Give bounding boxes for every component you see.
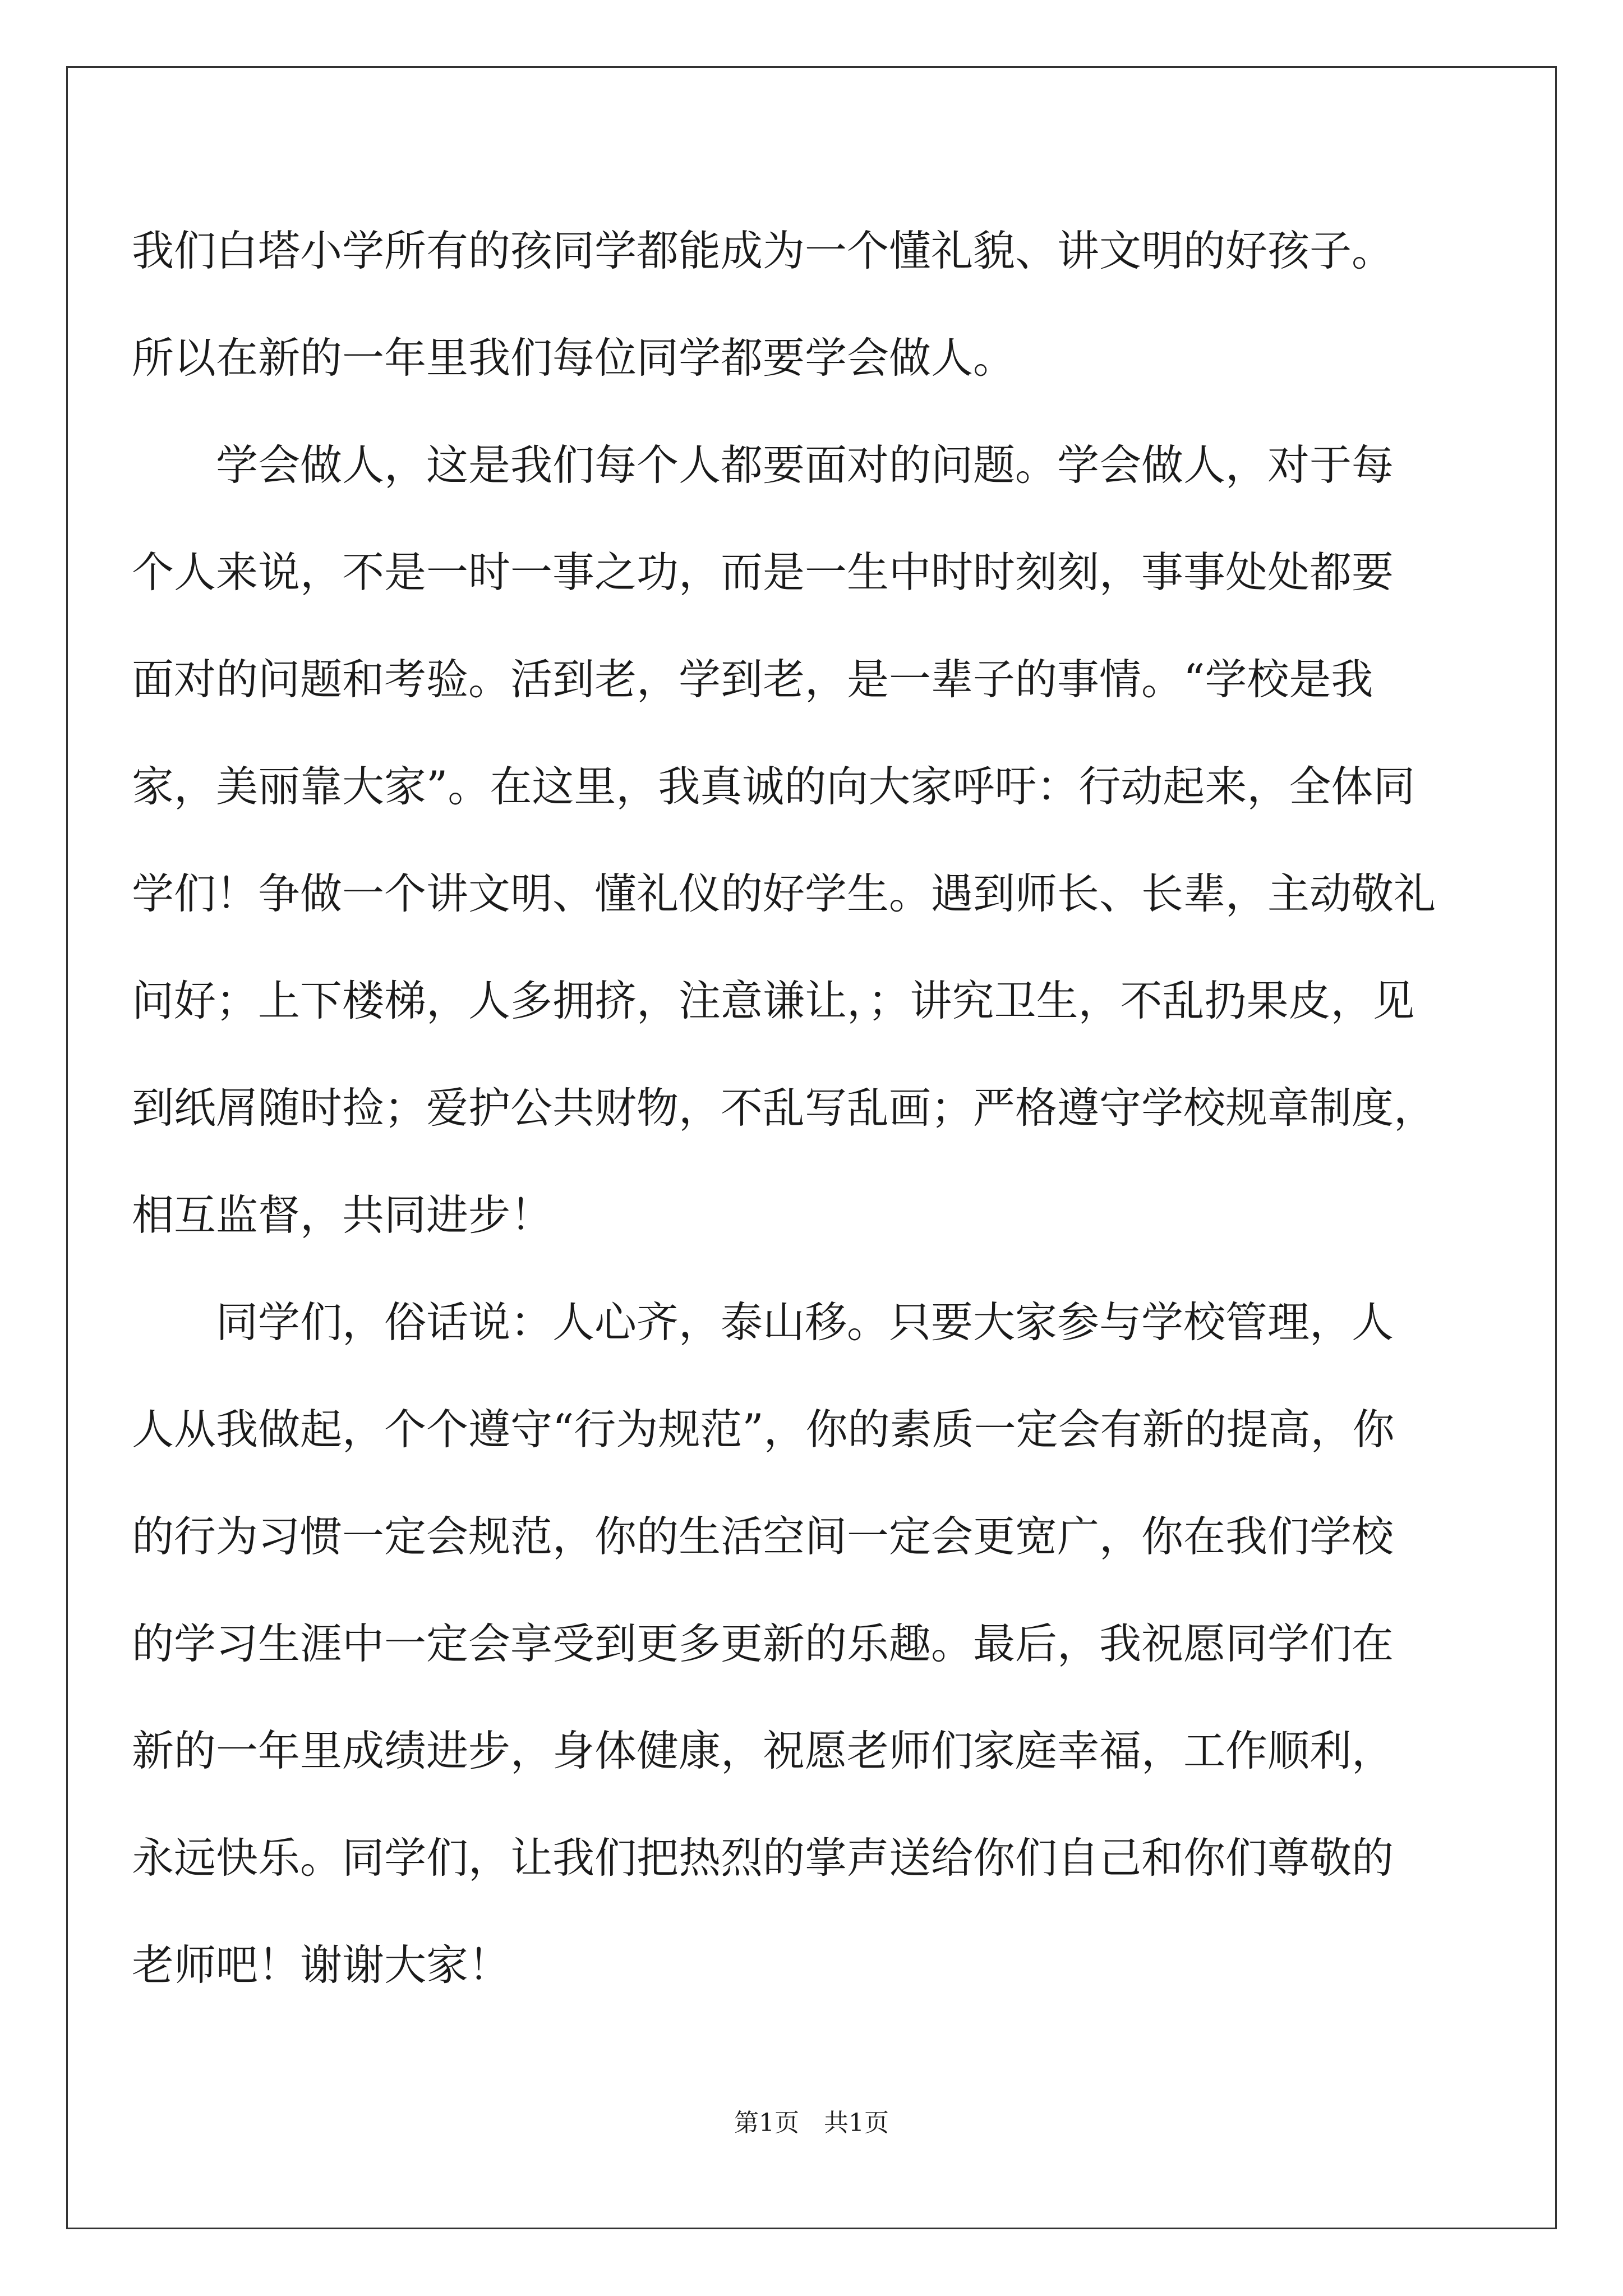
- text-line: 所以在新的一年里我们每位同学都要学会做人。: [132, 333, 1016, 383]
- text-line: 学们！争做一个讲文明、懂礼仪的好学生。遇到师长、长辈，主动敬礼: [132, 869, 1436, 918]
- text-line: 面对的问题和考验。活到老，学到老，是一辈子的事情。“学校是我: [132, 655, 1373, 704]
- text-line: 个人来说，不是一时一事之功，而是一生中时时刻刻，事事处处都要: [132, 547, 1394, 597]
- text-line: 学会做人，这是我们每个人都要面对的问题。学会做人，对于每: [132, 440, 1394, 490]
- text-line: 人从我做起，个个遵守“行为规范”，你的素质一定会有新的提高，你: [132, 1405, 1395, 1454]
- text-line: 我们白塔小学所有的孩同学都能成为一个懂礼貌、讲文明的好孩子。: [132, 226, 1394, 275]
- text-line: 到纸屑随时捡；爱护公共财物，不乱写乱画；严格遵守学校规章制度，: [132, 1083, 1436, 1133]
- page-footer: 第1页 共1页: [734, 2109, 889, 2137]
- text-line: 家，美丽靠大家”。在这里，我真诚的向大家呼吁：行动起来，全体同: [132, 762, 1415, 811]
- text-line: 问好；上下楼梯，人多拥挤，注意谦让，；讲究卫生，不乱扔果皮，见: [132, 976, 1415, 1025]
- text-line: 的行为习惯一定会规范，你的生活空间一定会更宽广，你在我们学校: [132, 1512, 1394, 1561]
- text-line: 的学习生涯中一定会享受到更多更新的乐趣。最后，我祝愿同学们在: [132, 1619, 1394, 1668]
- text-line: 同学们，俗话说：人心齐，泰山移。只要大家参与学校管理，人: [132, 1297, 1394, 1347]
- document-body: [132, 197, 1491, 2019]
- text-line: 永远快乐。同学们，让我们把热烈的掌声送给你们自己和你们尊敬的: [132, 1833, 1394, 1883]
- text-line: 老师吧！谢谢大家！: [132, 1940, 511, 1990]
- text-line: 新的一年里成绩进步，身体健康，祝愿老师们家庭幸福，工作顺利，: [132, 1726, 1394, 1775]
- text-line: 相互监督，共同进步！: [132, 1190, 553, 1240]
